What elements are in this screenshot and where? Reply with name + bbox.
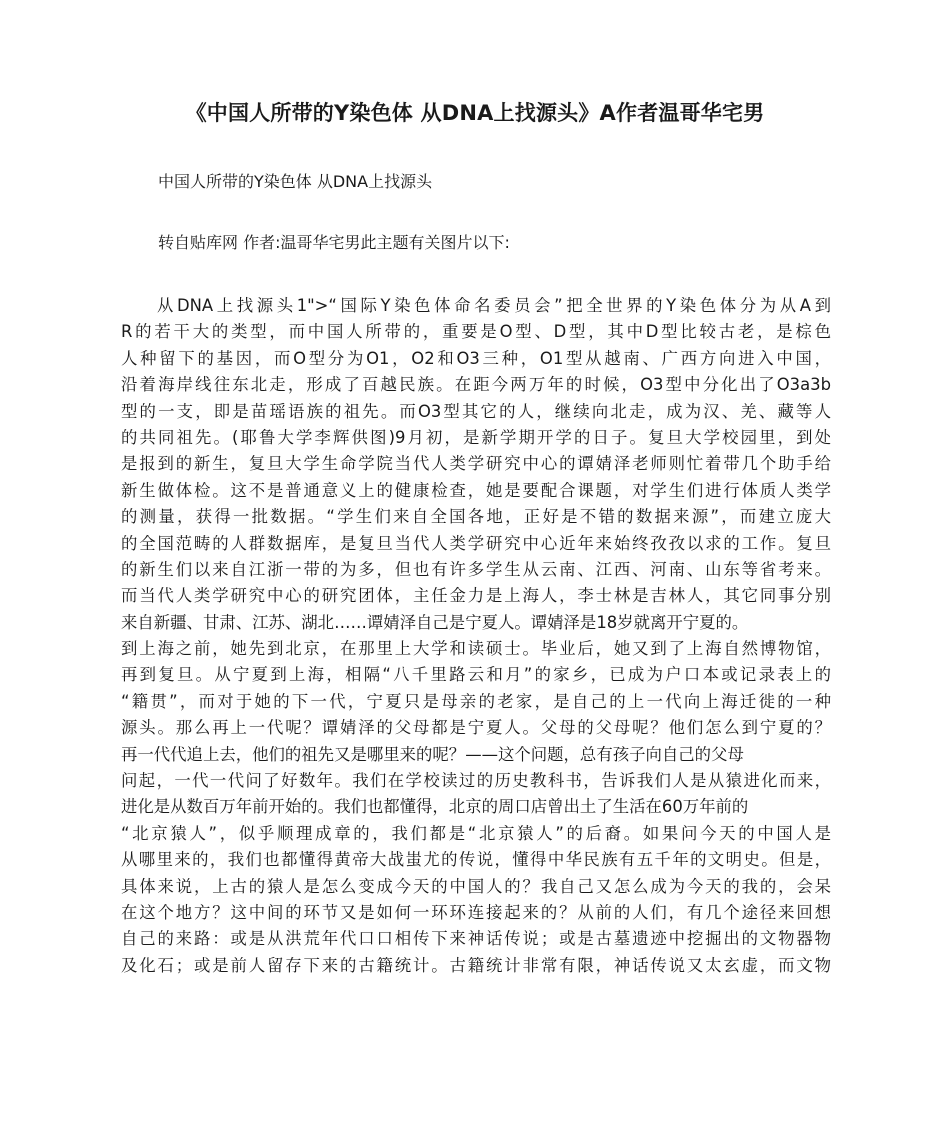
body-line: 人种留下的基因，而O型分为O1，O2和O3三种，O1型从越南、广西方向进入中国，	[121, 348, 831, 368]
body-line: 从DNA上找源头1">“国际Y染色体命名委员会”把全世界的Y染色体分为从A到	[157, 296, 831, 315]
body-line: 再到复旦。从宁夏到上海，相隔“八千里路云和月”的家乡，已成为户口本或记录表上的	[121, 665, 831, 685]
body-line: 具体来说，上古的猿人是怎么变成今天的中国人的？我自己又怎么成为今天的我的，会呆	[121, 876, 831, 896]
body-line: 而当代人类学研究中心的研究团体，主任金力是上海人，李士林是吉林人，其它同事分别	[121, 586, 831, 606]
body-line: 的共同祖先。(耶鲁大学李辉供图)9月初，是新学期开学的日子。复旦大学校园里，到处	[121, 427, 831, 447]
body-line: 新生做体检。这不是普通意义上的健康检查，她是要配合课题，对学生们进行体质人类学	[121, 480, 831, 500]
body-paragraph	[121, 293, 831, 979]
body-line: 源头。那么再上一代呢？谭婧泽的父母都是宁夏人。父母的父母呢？他们怎么到宁夏的？	[121, 718, 831, 738]
body-line: 从哪里来的，我们也都懂得黄帝大战蚩尤的传说，懂得中华民族有五千年的文明史。但是，	[121, 850, 831, 870]
body-line: 型的一支，即是苗瑶语族的祖先。而O3型其它的人，继续向北走，成为汉、羌、藏等人	[121, 401, 831, 421]
body-line: 进化是从数百万年前开始的。我们也都懂得，北京的周口店曾出土了生活在60万年前的	[121, 797, 749, 817]
body-line: 及化石；或是前人留存下来的古籍统计。古籍统计非常有限，神话传说又太玄虚，而文物	[121, 955, 831, 975]
body-line: “北京猿人”，似乎顺理成章的，我们都是“北京猿人”的后裔。如果问今天的中国人是	[121, 823, 831, 843]
body-line: R的若干大的类型，而中国人所带的，重要是O型、D型，其中D型比较古老，是棕色	[121, 322, 831, 342]
body-line: 来自新疆、甘肃、江苏、湖北……谭婧泽自己是宁夏人。谭婧泽是18岁就离开宁夏的。	[121, 612, 749, 632]
body-line: 再一代代追上去，他们的祖先又是哪里来的呢？——这个问题，总有孩子向自己的父母	[121, 744, 744, 764]
body-line: 沿着海岸线往东北走，形成了百越民族。在距今两万年的时候，O3型中分化出了O3a3b	[121, 375, 831, 395]
body-line: 到上海之前，她先到北京，在那里上大学和读硕士。毕业后，她又到了上海自然博物馆，	[121, 639, 831, 659]
body-line: “籍贯”，而对于她的下一代，宁夏只是母亲的老家，是自己的上一代向上海迁徙的一种	[121, 691, 831, 711]
body-line: 的测量，获得一批数据。“学生们来自全国各地，正好是不错的数据来源”，而建立庞大	[121, 507, 831, 527]
body-line: 是报到的新生，复旦大学生命学院当代人类学研究中心的谭婧泽老师则忙着带几个助手给	[121, 454, 831, 474]
body-line: 的新生们以来自江浙一带的为多，但也有许多学生从云南、江西、河南、山东等省考来。	[121, 559, 831, 579]
source-attribution: 转自贴库网 作者:温哥华宅男此主题有关图片以下:	[158, 233, 510, 252]
document-subtitle: 中国人所带的Y染色体 从DNA上找源头	[158, 172, 433, 191]
body-line: 在这个地方？这中间的环节又是如何一环环连接起来的？从前的人们，有几个途径来回想	[121, 902, 831, 922]
document-title: 《中国人所带的Y染色体 从DNA上找源头》A作者温哥华宅男	[185, 101, 765, 125]
body-line: 的全国范畴的人群数据库，是复旦当代人类学研究中心近年来始终孜孜以求的工作。复旦	[121, 533, 831, 553]
body-line: 问起，一代一代问了好数年。我们在学校读过的历史教科书，告诉我们人是从猿进化而来，	[121, 771, 831, 791]
body-line: 自己的来路：或是从洪荒年代口口相传下来神话传说；或是古墓遗迹中挖掘出的文物器物	[121, 929, 831, 949]
